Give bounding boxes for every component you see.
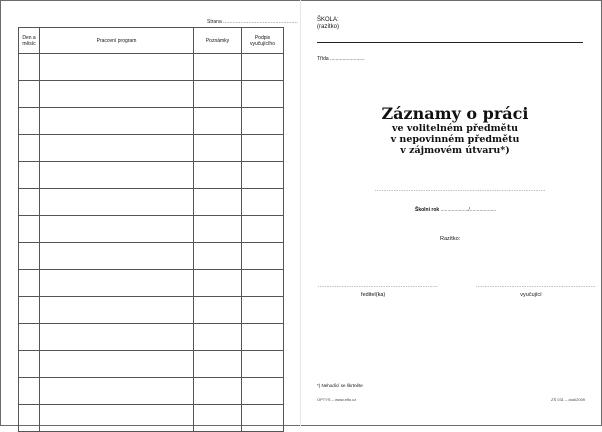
cell-program[interactable] bbox=[40, 351, 194, 378]
cell-signature[interactable] bbox=[242, 216, 284, 243]
cell-program[interactable] bbox=[40, 108, 194, 135]
cell-signature[interactable] bbox=[242, 189, 284, 216]
teacher-signature bbox=[476, 283, 596, 298]
school-year-dots: ..................../................... bbox=[440, 207, 497, 213]
school-year-label: Školní rok bbox=[415, 207, 440, 213]
column-header-program: Pracovní program bbox=[40, 28, 194, 54]
cell-notes[interactable] bbox=[194, 216, 242, 243]
cell-date[interactable] bbox=[19, 81, 40, 108]
cell-program[interactable] bbox=[40, 243, 194, 270]
cell-signature[interactable] bbox=[242, 405, 284, 432]
school-stamp-hint: (razítko) bbox=[317, 24, 340, 30]
table-row bbox=[19, 297, 284, 324]
cell-date[interactable] bbox=[19, 189, 40, 216]
cell-notes[interactable] bbox=[194, 162, 242, 189]
page-number-dots: ............................................... bbox=[223, 19, 298, 25]
table-row bbox=[19, 405, 284, 432]
publisher-footer: OPTYS – www.elfo.cz bbox=[317, 397, 357, 402]
cell-signature[interactable] bbox=[242, 351, 284, 378]
cell-signature[interactable] bbox=[242, 81, 284, 108]
cell-signature[interactable] bbox=[242, 297, 284, 324]
cell-signature[interactable] bbox=[242, 54, 284, 81]
cell-notes[interactable] bbox=[194, 108, 242, 135]
column-header-date: Den a měsíc bbox=[19, 28, 40, 54]
cell-program[interactable] bbox=[40, 297, 194, 324]
cell-date[interactable] bbox=[19, 216, 40, 243]
school-year-field bbox=[415, 207, 496, 213]
table-row bbox=[19, 189, 284, 216]
cell-signature[interactable] bbox=[242, 135, 284, 162]
cell-date[interactable] bbox=[19, 405, 40, 432]
cell-notes[interactable] bbox=[194, 351, 242, 378]
table-row bbox=[19, 378, 284, 405]
table-row bbox=[19, 135, 284, 162]
cell-date[interactable] bbox=[19, 108, 40, 135]
table-row bbox=[19, 81, 284, 108]
table-row bbox=[19, 270, 284, 297]
cell-date[interactable] bbox=[19, 378, 40, 405]
table-row bbox=[19, 54, 284, 81]
class-label: Třída bbox=[317, 56, 329, 62]
cell-program[interactable] bbox=[40, 270, 194, 297]
cell-signature[interactable] bbox=[242, 324, 284, 351]
cell-date[interactable] bbox=[19, 351, 40, 378]
cell-date[interactable] bbox=[19, 243, 40, 270]
cell-signature[interactable] bbox=[242, 270, 284, 297]
cell-program[interactable] bbox=[40, 189, 194, 216]
table-row bbox=[19, 216, 284, 243]
cell-date[interactable] bbox=[19, 324, 40, 351]
table-row bbox=[19, 243, 284, 270]
document-title bbox=[340, 104, 570, 156]
cell-notes[interactable] bbox=[194, 54, 242, 81]
cell-date[interactable] bbox=[19, 297, 40, 324]
cell-program[interactable] bbox=[40, 135, 194, 162]
cell-date[interactable] bbox=[19, 135, 40, 162]
cell-signature[interactable] bbox=[242, 378, 284, 405]
table-header-row bbox=[19, 28, 284, 54]
cell-notes[interactable] bbox=[194, 243, 242, 270]
cell-date[interactable] bbox=[19, 270, 40, 297]
column-header-signature: Podpis vyučujícího bbox=[242, 28, 284, 54]
director-signature-line: ....................................................................... bbox=[318, 283, 438, 289]
title-line-2: v nepovinném předmětu bbox=[390, 134, 520, 145]
cell-notes[interactable] bbox=[194, 405, 242, 432]
cell-program[interactable] bbox=[40, 54, 194, 81]
school-divider bbox=[317, 42, 583, 43]
cell-notes[interactable] bbox=[194, 135, 242, 162]
cell-notes[interactable] bbox=[194, 324, 242, 351]
form-code-footer: ZŠ 031 – dod/2009 bbox=[551, 397, 586, 402]
cell-program[interactable] bbox=[40, 162, 194, 189]
school-field bbox=[317, 17, 339, 31]
cell-program[interactable] bbox=[40, 378, 194, 405]
cell-notes[interactable] bbox=[194, 81, 242, 108]
teacher-signature-line: ....................................................................... bbox=[476, 283, 596, 289]
title-line-1: ve volitelném předmětu bbox=[391, 123, 519, 134]
table-row bbox=[19, 324, 284, 351]
class-field bbox=[317, 56, 365, 62]
director-signature bbox=[318, 283, 438, 298]
cell-notes[interactable] bbox=[194, 297, 242, 324]
school-label: ŠKOLA: bbox=[317, 17, 339, 23]
subject-name-dots: ..................................................................................................... bbox=[375, 187, 546, 193]
cell-signature[interactable] bbox=[242, 108, 284, 135]
title-main: Záznamy o práci bbox=[381, 104, 529, 123]
cell-notes[interactable] bbox=[194, 378, 242, 405]
cell-notes[interactable] bbox=[194, 189, 242, 216]
page-number-label: Strana bbox=[207, 19, 222, 25]
teacher-signature-label: vyučující bbox=[520, 292, 542, 298]
title-line-3: v zájmovém útvaru*) bbox=[400, 145, 510, 156]
table-row bbox=[19, 351, 284, 378]
cell-signature[interactable] bbox=[242, 162, 284, 189]
column-header-notes: Poznámky bbox=[194, 28, 242, 54]
class-dots: ......................... bbox=[330, 56, 365, 62]
footnote: *) Nehodící se škrtněte bbox=[317, 383, 363, 388]
cell-program[interactable] bbox=[40, 405, 194, 432]
work-log-table bbox=[18, 27, 283, 405]
cell-date[interactable] bbox=[19, 162, 40, 189]
director-signature-label: ředitel(ka) bbox=[360, 292, 386, 298]
cell-program[interactable] bbox=[40, 324, 194, 351]
table-row bbox=[19, 162, 284, 189]
stamp-label: Razítko: bbox=[440, 236, 461, 242]
page-number-field bbox=[207, 19, 298, 25]
page-fold bbox=[300, 0, 301, 426]
cell-date[interactable] bbox=[19, 54, 40, 81]
table-row bbox=[19, 108, 284, 135]
cell-signature[interactable] bbox=[242, 243, 284, 270]
cell-program[interactable] bbox=[40, 216, 194, 243]
cell-notes[interactable] bbox=[194, 270, 242, 297]
cell-program[interactable] bbox=[40, 81, 194, 108]
